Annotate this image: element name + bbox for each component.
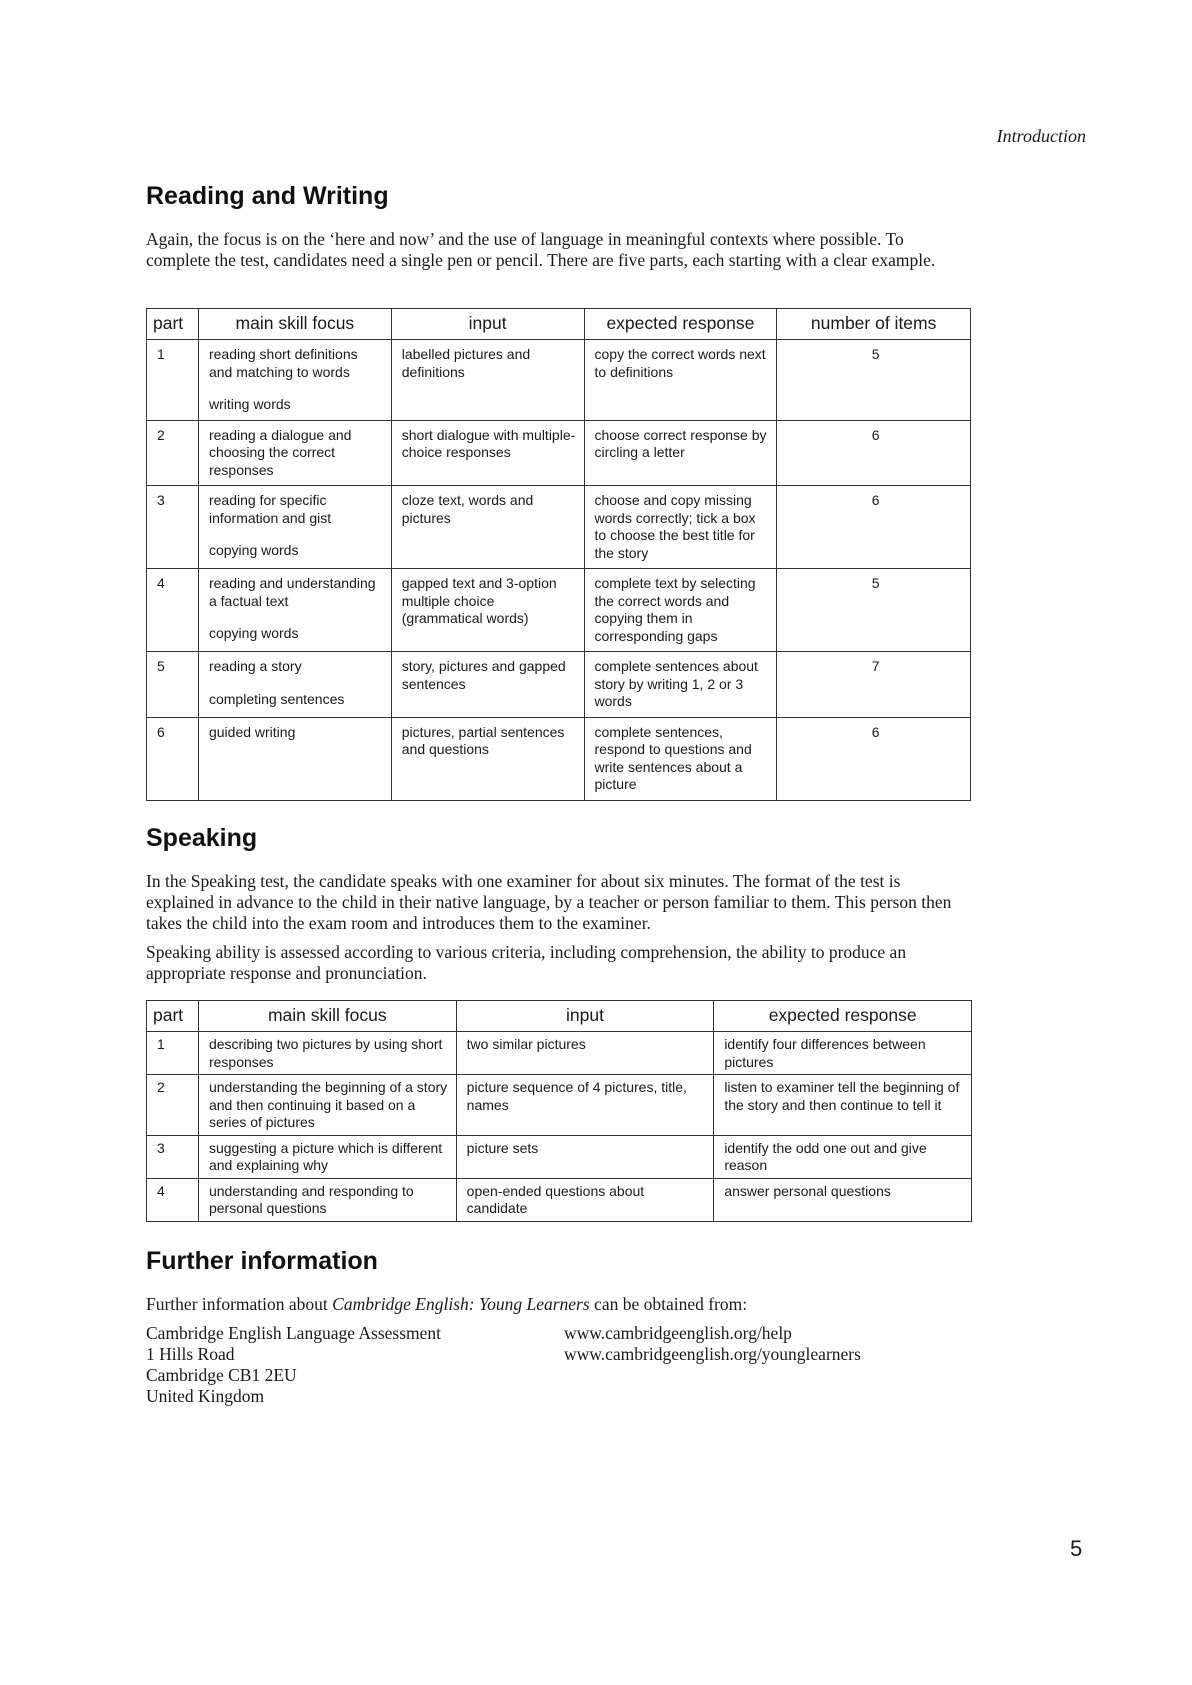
cell-text: listen to examiner tell the beginning of the story and then continue to tell it	[724, 1079, 960, 1113]
column-header: input	[391, 309, 584, 340]
table-row	[147, 569, 971, 652]
cell-text: describing two pictures by using short responses	[208, 1036, 443, 1070]
cell-items: 6	[777, 717, 971, 800]
cell-text: two similar pictures	[466, 1036, 586, 1052]
further-information-intro	[146, 1294, 747, 1315]
cell-text: guided writing	[208, 723, 296, 740]
address-line: United Kingdom	[146, 1386, 265, 1406]
table-row	[147, 1178, 972, 1221]
table-row	[147, 486, 971, 569]
column-header: main skill focus	[198, 1001, 456, 1032]
cell-skill	[198, 1178, 456, 1221]
cell-text: complete sentences about story by writing 1, 2 or 3 words	[594, 658, 758, 709]
address-line: Cambridge English Language Assessment	[146, 1323, 442, 1343]
cell-response	[584, 340, 777, 421]
cell-text: complete text by selecting the correct words and copying them in corresponding gaps	[594, 575, 756, 644]
cell-text: pictures, partial sentences and questions	[401, 723, 565, 757]
address-line: Cambridge CB1 2EU	[146, 1365, 297, 1385]
cell-text: identify four differences between pictures	[724, 1036, 926, 1070]
speaking-table	[146, 1000, 972, 1222]
cell-text: reading a dialogue and choosing the correct responses	[208, 426, 352, 478]
reading-writing-intro: Again, the focus is on the ‘here and now’ and the use of language in meaningful contexts where possible. To complete the test, candidates need a single pen or pencil. There are five parts, each starting with a clear example.	[146, 229, 936, 270]
column-header: number of items	[777, 309, 971, 340]
cell-text: copy the correct words next to definitions	[594, 346, 766, 380]
cell-input	[456, 1178, 714, 1221]
cell-text: completing sentences	[208, 690, 345, 707]
table-row	[147, 340, 971, 421]
reading-writing-heading: Reading and Writing	[146, 182, 389, 210]
cell-text: choose and copy missing words correctly; tick a box to choose the best title for the story	[594, 492, 756, 561]
cell-text: choose correct response by circling a letter	[594, 426, 767, 460]
running-head: Introduction	[996, 126, 1086, 146]
column-header: expected response	[584, 309, 777, 340]
cell-text: picture sets	[466, 1139, 539, 1156]
cell-text: picture sequence of 4 pictures, title, names	[466, 1079, 687, 1113]
page-number: 5	[1070, 1536, 1083, 1561]
cell-response	[584, 717, 777, 800]
cell-text: reading and understanding a factual text	[208, 575, 376, 609]
cell-part: 1	[147, 340, 199, 421]
cell-skill	[198, 340, 391, 421]
cell-text: cloze text, words and pictures	[401, 492, 534, 526]
cell-text: suggesting a picture which is different and explaining why	[208, 1139, 443, 1173]
cell-response	[584, 652, 777, 718]
cell-response	[584, 486, 777, 569]
table-row	[147, 420, 971, 486]
cell-part: 2	[147, 1075, 199, 1136]
cell-skill	[198, 1032, 456, 1075]
cell-part: 6	[147, 717, 199, 800]
cell-items: 6	[777, 420, 971, 486]
cell-text: copying words	[208, 625, 299, 641]
further-information-heading: Further information	[146, 1247, 378, 1275]
column-header: part	[147, 309, 199, 340]
cell-response	[584, 420, 777, 486]
cell-input	[391, 652, 584, 718]
cell-skill	[198, 486, 391, 569]
cell-text: complete sentences, respond to questions and write sentences about a picture	[594, 723, 752, 792]
cell-skill	[198, 569, 391, 652]
cell-input	[391, 569, 584, 652]
cell-response	[714, 1075, 972, 1136]
cell-text: reading for specific information and gist	[208, 492, 332, 526]
cell-response	[714, 1135, 972, 1178]
cell-text: labelled pictures and definitions	[401, 346, 531, 380]
cell-skill	[198, 717, 391, 800]
cell-skill	[198, 652, 391, 718]
cell-items: 6	[777, 486, 971, 569]
young-learners-link[interactable]: www.cambridgeenglish.org/younglearners	[564, 1344, 861, 1364]
cell-part: 3	[147, 1135, 199, 1178]
cell-skill	[198, 1075, 456, 1136]
cell-skill	[198, 420, 391, 486]
table-row	[147, 717, 971, 800]
address-block	[146, 1323, 441, 1407]
intro-text: Further information about	[146, 1294, 333, 1314]
column-header: expected response	[714, 1001, 972, 1032]
cell-text: reading a story	[208, 658, 302, 674]
cell-response	[714, 1178, 972, 1221]
address-line: 1 Hills Road	[146, 1344, 235, 1364]
cell-text: understanding and responding to personal questions	[208, 1182, 414, 1216]
cell-items: 7	[777, 652, 971, 718]
cell-response	[584, 569, 777, 652]
reading-writing-table	[146, 308, 971, 801]
cell-part: 2	[147, 420, 199, 486]
cell-input	[456, 1075, 714, 1136]
cell-part: 3	[147, 486, 199, 569]
table-row	[147, 1032, 972, 1075]
speaking-paragraph-2: Speaking ability is assessed according to various criteria, including comprehension, the ability to produce an appropriate response and pronunciation.	[146, 942, 907, 983]
cell-text: open-ended questions about candidate	[466, 1182, 645, 1216]
help-link[interactable]: www.cambridgeenglish.org/help	[564, 1323, 792, 1343]
cell-input	[391, 420, 584, 486]
cell-part: 5	[147, 652, 199, 718]
column-header: input	[456, 1001, 714, 1032]
cell-part: 4	[147, 1178, 199, 1221]
table-row	[147, 652, 971, 718]
cell-text: gapped text and 3-option multiple choice (grammatical words)	[401, 575, 557, 626]
cell-input	[391, 717, 584, 800]
links-block	[564, 1323, 861, 1365]
intro-text-end: can be obtained from:	[589, 1294, 748, 1314]
exam-title: Cambridge English: Young Learners	[332, 1294, 590, 1314]
cell-text: short dialogue with multiple-choice responses	[401, 426, 576, 460]
cell-input	[391, 340, 584, 421]
cell-input	[456, 1135, 714, 1178]
cell-text: story, pictures and gapped sentences	[401, 658, 566, 692]
cell-part: 1	[147, 1032, 199, 1075]
cell-input	[456, 1032, 714, 1075]
cell-input	[391, 486, 584, 569]
cell-skill	[198, 1135, 456, 1178]
speaking-heading: Speaking	[146, 824, 258, 852]
table-row	[147, 1135, 972, 1178]
cell-text: copying words	[208, 542, 299, 558]
cell-text: understanding the beginning of a story and then continuing it based on a series of pictures	[208, 1079, 448, 1130]
cell-items: 5	[777, 340, 971, 421]
cell-text: writing words	[208, 396, 291, 412]
cell-text: answer personal questions	[724, 1182, 891, 1199]
cell-response	[714, 1032, 972, 1075]
table-row	[147, 1075, 972, 1136]
cell-part: 4	[147, 569, 199, 652]
speaking-paragraph-1: In the Speaking test, the candidate speaks with one examiner for about six minutes. The format of the test is explained in advance to the child in their native language, by a teacher or person familiar to them. This person then takes the child into the exam room and introduces them to the examiner.	[146, 871, 952, 933]
cell-text: reading short definitions and matching to words	[208, 346, 358, 380]
column-header: main skill focus	[198, 309, 391, 340]
cell-items: 5	[777, 569, 971, 652]
cell-text: identify the odd one out and give reason	[724, 1139, 927, 1173]
column-header: part	[147, 1001, 199, 1032]
